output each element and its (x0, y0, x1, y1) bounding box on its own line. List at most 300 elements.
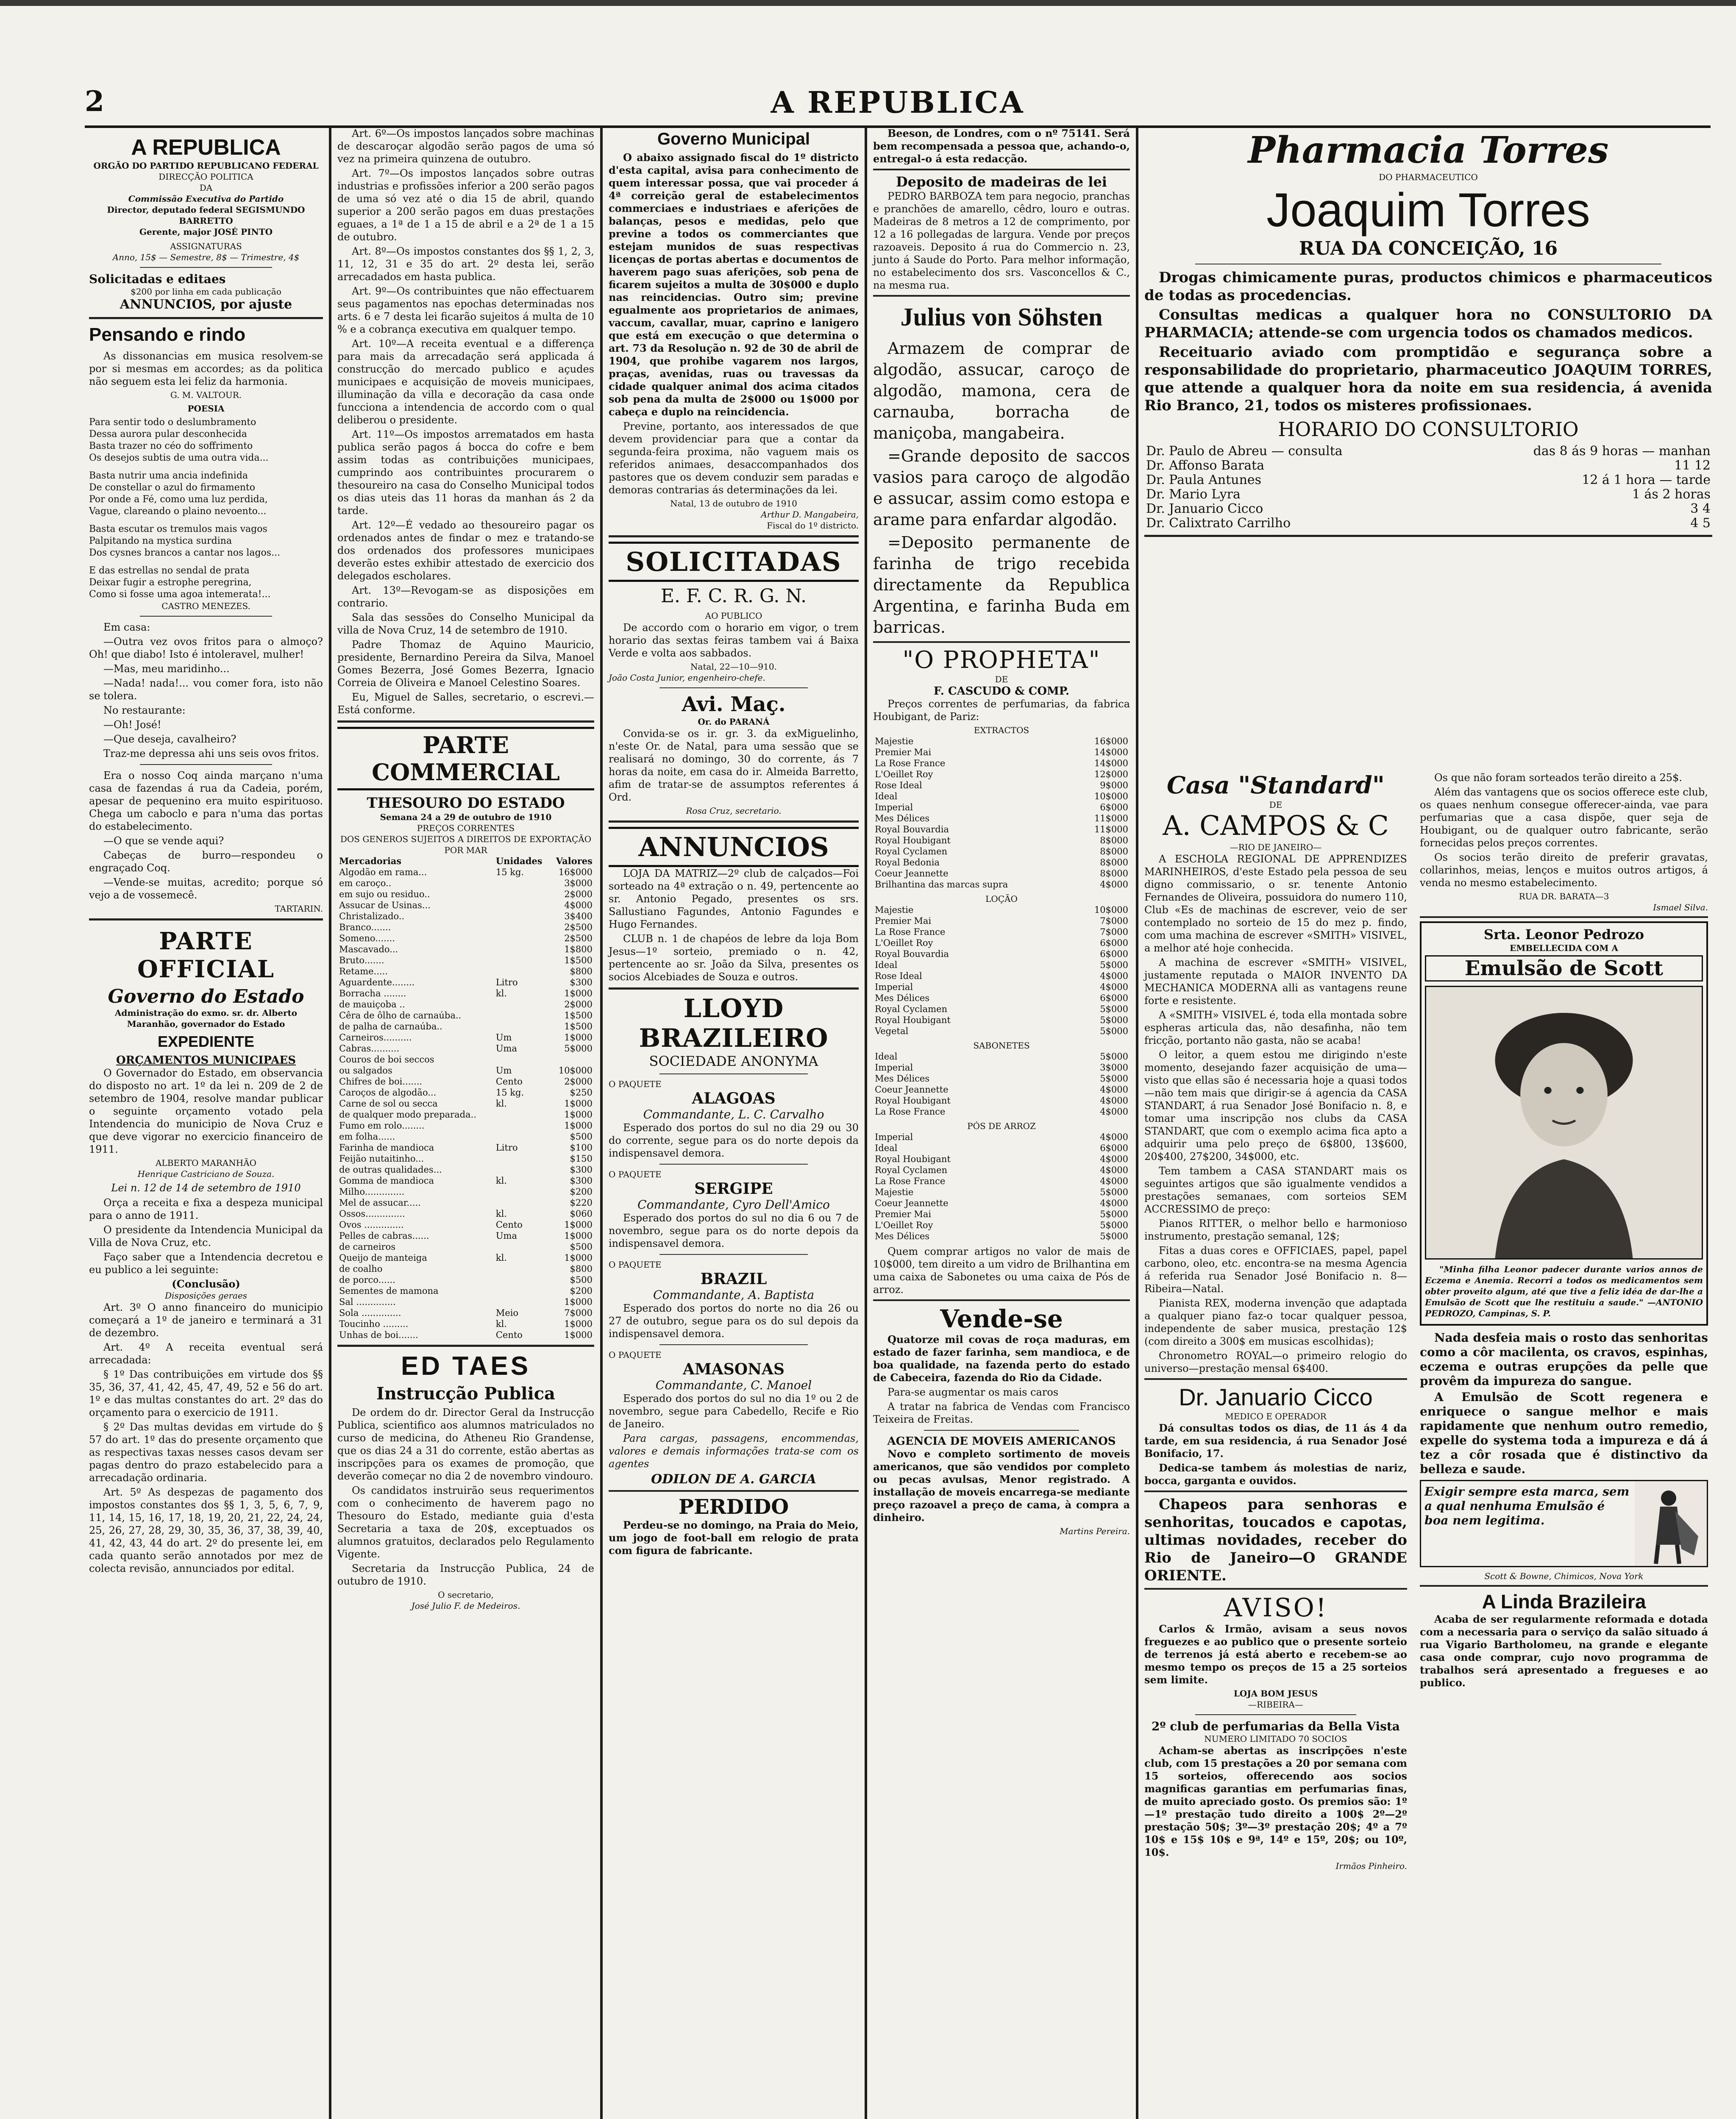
ship-commander: Commandante, L. C. Carvalho (643, 1107, 824, 1121)
doctor-row-cell: 12 á 1 hora — tarde (1582, 473, 1711, 487)
paragraph: O Governador do Estado, em observancia do disposto no art. 1º da lei n. 209 de 2 de setembro de 1904, resolve mandar publicar o seguinte orçamento votado pela Intendencia do municipio de Nova Cruz e que deve vigorar no exercicio financeiro de 1911. (89, 1067, 323, 1155)
dialogue-line: —Oh! José! (103, 719, 161, 731)
list-item-cell: Mes Délices (875, 813, 930, 823)
list-item-cell: 12$000 (1094, 769, 1128, 779)
masthead-line: Commissão Executiva do Partido (128, 194, 284, 204)
paragraph: Novo e completo sortimento de moveis americanos, que são vendidos por completo ou pecas avulsas, Menor registrado. A installação de moveis encarrega-se mediante preço razoavel a preço de cama, à compra a dinheiro. (873, 1448, 1130, 1524)
list-item-cell: La Rose France (875, 758, 946, 768)
list-item (873, 736, 1130, 747)
list-item (873, 747, 1130, 758)
doctor-row-cell: Dr. Mario Lyra (1146, 487, 1241, 502)
table-row (337, 1274, 594, 1285)
column-rule-4 (1136, 127, 1138, 2119)
table-row (337, 999, 594, 1010)
lloyd-title: LLOYD BRAZILEIRO (639, 994, 829, 1053)
table-row-cell: 1$000 (564, 1220, 593, 1230)
list-item (873, 1231, 1130, 1242)
signature: Arthur D. Mangabeira, (761, 509, 859, 520)
list-item (873, 993, 1130, 1004)
paragraph: Preços correntes de perfumarias, da fabrica Houbigant, de Pariz: (873, 698, 1130, 723)
perdido-title: PERDIDO (678, 1495, 789, 1519)
table-row-cell (494, 1054, 550, 1065)
paragraph: Para-se augmentar os mais caros (887, 1386, 1059, 1398)
table-row-cell (494, 1153, 550, 1164)
parana-heading: Or. do PARANÁ (698, 717, 770, 727)
paragraph: Esperado dos portos do sul no dia 29 ou 30 do corrente, segue para os do norte depois da indispensavel demora. (609, 1122, 859, 1159)
paragraph: Beeson, de Londres, com o nº 75141. Será bem recompensada a pessoa que, achando-o, entregal-o á esta redacção. (873, 127, 1130, 165)
table-row-cell: Queijo de manteiga (339, 1253, 427, 1263)
paquete-label: O PAQUETE (609, 1169, 662, 1179)
table-row-cell (494, 1197, 550, 1208)
table-row-cell (494, 966, 550, 977)
price-table-body (337, 867, 594, 1340)
efcrgn-heading: E. F. C. R. G. N. (660, 585, 807, 607)
list-item-cell: L'Oeillet Roy (875, 769, 933, 779)
paragraph: O abaixo assignado fiscal do 1º districto d'esta capital, avisa para conhecimento de quem interessar possa, que vai proceder á 4ª correição geral de estabelecimentos commerciaes e industriaes e aferições de balanças, pesos e medidas, pelo que previne a todos os commerciantes que estejam munidos de suas respectivas licenças de portas abertas e documentos de haverem pago suas aferições, sob pena de ficarem sujeitos a multa de 30$000 e duplo nas reincidencias. Outro sim; previne egualmente aos proprietarios de animaes, vaccum, cavallar, muar, caprino e lanigero que está em execução o que determina o art. 73 da Resolução n. 92 de 30 de abril de 1904, que prohibe vagarem nos largos, praças, avenidas, ruas ou travessas da cidade qualquer animal dos acima citados sob pena da multa de 2$000 ou 1$000 por cabeça e duplo na reincidencia. (609, 151, 859, 418)
paragraph: Receituario aviado com promptidão e segurança sobre a responsabilidade do proprietario, pharmaceutico JOAQUIM TORRES, que attende a qualquer hora da noite em sua residencia, á avenida Rio Branco, 21, todos os misteres profissionaes. (1144, 344, 1712, 414)
paragraph: Consultas medicas a qualquer hora no CONSULTORIO DA PHARMACIA; attende-se com urgencia todos os chamados medicos. (1144, 306, 1712, 341)
doctor-table (1144, 444, 1712, 531)
doctor-row-cell: Dr. Paulo de Abreu — consulta (1146, 444, 1343, 459)
fisherman-icon (1635, 1481, 1707, 1566)
list-item (873, 915, 1130, 926)
locao-table (873, 904, 1130, 1037)
table-row-cell: Borracha ........ (339, 988, 406, 998)
table-row (337, 900, 594, 911)
table-row-cell: de palha de carnaúba.. (339, 1021, 442, 1032)
paragraph: Chronometro ROYAL—o primeiro relogio do universo—prestação mensal 6$400. (1144, 1350, 1407, 1374)
list-item-cell: 4$000 (1100, 971, 1128, 981)
table-row-cell: $300 (570, 1176, 593, 1186)
signature: José Julio F. de Medeiros. (411, 1601, 520, 1611)
column-header: Unidades (495, 856, 542, 866)
table-row-cell: Ovos .............. (339, 1220, 404, 1230)
list-item-cell: 4$000 (1100, 982, 1128, 992)
article: § 1º Das contribuições em virtude dos §§ 35, 36, 37, 41, 42, 45, 47, 49, 52 e 56 do art. 1º e das multas constantes do art. 2º das do orçamento para o exercicio de 1911. (89, 1368, 323, 1418)
scott-quote: "Minha filha Leonor padecer durante varios annos de Eczema e Anemia. Recorri a todos os medicamentos sem obter proveito algum, até que tive a feliz idéa de dar-lhe a Emulsão de Scott que lhe restituiu a saude." —ANTONIO PEDROZO, Campinas, S. P. (1425, 1264, 1703, 1318)
table-row (337, 911, 594, 922)
scott-advert (1420, 921, 1708, 1326)
paragraph: Drogas chimicamente puras, productos chimicos e pharmaceuticos de todas as procedencias. (1144, 269, 1712, 304)
list-item-cell: 5$000 (1100, 1231, 1128, 1241)
pharmacy-address: RUA DA CONCEIÇÃO, 16 (1299, 238, 1558, 259)
doctor-row-cell: 1 ás 2 horas (1632, 487, 1711, 502)
doctor-row (1144, 444, 1712, 459)
list-item (873, 780, 1130, 791)
table-row-cell: $800 (570, 1264, 593, 1274)
list-item-cell: Royal Bouvardia (875, 824, 949, 834)
table-row-cell: Assucar de Usinas... (339, 900, 431, 910)
doctor-row-cell: 11 12 (1674, 458, 1711, 473)
table-row-cell: 2$500 (564, 922, 593, 932)
table-row (337, 867, 594, 878)
list-item-cell: Ideal (875, 791, 898, 801)
table-row (337, 1263, 594, 1274)
table-row-cell: 1$000 (564, 1110, 593, 1120)
ship-name: SERGIPE (694, 1180, 773, 1198)
table-row-cell: 1$800 (564, 944, 593, 954)
table-row-cell: 15 kg. (495, 1087, 524, 1098)
list-item-cell: 5$000 (1100, 1051, 1128, 1062)
instrucao-heading: Instrucção Publica (376, 1384, 555, 1404)
sabonetes-body (873, 1051, 1130, 1117)
table-row-cell: 5$000 (564, 1043, 593, 1054)
table-row-cell (494, 1285, 550, 1296)
doctor-table-body (1144, 444, 1712, 531)
list-item (873, 1015, 1130, 1026)
parte-commercial-title: PARTE COMMERCIAL (337, 727, 594, 790)
table-row (337, 977, 594, 988)
paragraph: Carlos & Irmão, avisam a seus novos freguezes e ao publico que o presente sorteio de terrenos já está aberto e recebem-se ao mesmo tempo os preços de 15 a 25 sorteios sem limite. (1144, 1623, 1407, 1686)
divider (337, 1345, 594, 1347)
dialogue-line: —Mas, meu maridinho... (103, 663, 230, 675)
pharmacia-title: Pharmacia Torres (1248, 129, 1609, 172)
signature: Henrique Castriciano de Souza. (137, 1169, 275, 1179)
list-item-cell: 4$000 (1100, 1176, 1128, 1186)
semana-line: Semana 24 a 29 de outubro de 1910 (380, 812, 552, 822)
paragraph: Além das vantagens que os socios offerece este club, os quaes nenhum consegue offerecer-ainda, vae para perfumarias que a casa dispõe, quer seja de Houbigant, ou de qualquer outro fabricante, serão fornecidas pelos preços correntes. (1420, 786, 1708, 849)
portrait-image (1425, 986, 1703, 1260)
article: Padre Thomaz de Aquino Mauricio, presidente, Bernardino Pereira da Silva, Manoel Gomes Bezerra, José Gomes Bezerra, Ignacio Correia de Oliveira e Manoel Celestino Soares. (337, 639, 594, 689)
list-item-cell: Imperial (875, 802, 913, 812)
table-row-cell (494, 1164, 550, 1175)
list-item-cell: La Rose France (875, 927, 946, 937)
signature: Fiscal do 1º districto. (767, 520, 859, 531)
table-row-cell: Mascavado... (339, 944, 398, 954)
paragraph: De ordem do dr. Director Geral da Instrucção Publica, scientifico aos alumnos matriculados no curso de medicina, do Atheneu Rio Grandense, que os dias 24 a 31 do corrente, estão abertas as inscripções para os exames de promoção, que deverão começar no dia 2 de novembro vindouro. (337, 1407, 594, 1482)
list-item-cell: 8$000 (1100, 846, 1128, 856)
list-item (873, 1073, 1130, 1084)
paragraph: LOJA DA MATRIZ—2º club de calçados—Foi sorteado na 4ª extração o n. 49, pertencente ao sr. Antonio Pegado, presentes os srs. Sallustiano Fagundes, Antonio Fagundes e Hugo Fernandes. (609, 868, 859, 930)
dialogue-line: Em casa: (103, 621, 150, 633)
table-row-cell: Aguardente........ (339, 977, 415, 987)
table-row (337, 1175, 594, 1186)
list-item (873, 1198, 1130, 1209)
list-item-cell: Ideal (875, 1051, 898, 1062)
paragraph: Pianos RITTER, o melhor bello e harmonioso instrumento, prestação semanal, 12$; (1144, 1218, 1407, 1242)
scott-firm: Scott & Bowne, Chimicos, Nova York (1484, 1571, 1644, 1581)
list-item (873, 857, 1130, 868)
table-row-cell (494, 889, 550, 900)
list-item-cell: La Rose France (875, 1107, 946, 1117)
table-row (337, 966, 594, 977)
table-row-cell: 1$000 (564, 1121, 593, 1131)
masthead-line: DIRECÇÃO POLITICA (159, 172, 253, 182)
cicco-title: Dr. Januario Cicco (1179, 1384, 1373, 1410)
paragraph: CLUB n. 1 de chapéos de lebre da loja Bom Jesus—1º sorteio, premiado o n. 42, pertencente ao sr. João da Silva, presentes os socios Alcebiades de Souza e outros. (609, 933, 859, 983)
list-item-cell: 5$000 (1100, 1209, 1128, 1219)
list-item-cell: Mes Délices (875, 1231, 930, 1241)
table-row-cell: Um (495, 1032, 512, 1043)
solicitadas-label: Solicitadas e editaes (89, 272, 226, 286)
table-row-cell: de coalho (339, 1264, 383, 1274)
paquete-label: O PAQUETE (609, 1350, 662, 1360)
table-row-cell: 2$000 (564, 1076, 593, 1087)
list-item (873, 1051, 1130, 1062)
table-row-cell (494, 1186, 550, 1197)
list-item-cell: Mes Délices (875, 993, 930, 1003)
table-row (337, 1208, 594, 1219)
conclusao-label: (Conclusão) (172, 1278, 240, 1290)
dialogue-line: —O que se vende aqui? (103, 835, 224, 847)
table-row-cell (494, 999, 550, 1010)
linda-title: A Linda Brazileira (1482, 1591, 1646, 1613)
paragraph: Era o nosso Coq ainda marçano n'uma casa de fazendas á rua da Cadeia, porém, apesar de pequenino era muito espirituoso. Chega um caboclo e para n'uma das portas do estabelecimento. (89, 770, 323, 832)
table-row-cell: Mel de assucar..... (339, 1198, 421, 1208)
divider (609, 1490, 859, 1492)
deposito-title: Deposito de madeiras de lei (896, 174, 1107, 190)
table-row-cell: 10$000 (558, 1065, 593, 1076)
paragraph: O presidente da Intendencia Municipal da Villa de Nova Cruz, etc. (89, 1224, 323, 1249)
list-item-cell: 6$000 (1100, 938, 1128, 948)
assinaturas-label: ASSIGNATURAS (170, 241, 242, 251)
table-row-cell: Milho.............. (339, 1187, 405, 1197)
table-row-cell: kl. (495, 1253, 507, 1263)
list-item-cell: 6$000 (1100, 802, 1128, 812)
table-row-cell: Someno....... (339, 933, 395, 943)
divider (140, 764, 272, 765)
table-row-cell: Christalizado.. (339, 911, 405, 921)
list-item-cell: 4$000 (1100, 1085, 1128, 1095)
list-heading: PÓS DE ARROZ (967, 1121, 1036, 1131)
table-row (337, 1197, 594, 1208)
article: Art. 4º A receita eventual será arrecadada: (89, 1341, 323, 1366)
masthead-title: A REPUBLICA (131, 135, 281, 160)
exigir-box (1420, 1480, 1708, 1567)
table-row-cell: Cento (495, 1076, 523, 1087)
column-rule-3 (865, 127, 867, 2119)
list-item-cell: Royal Cyclamen (875, 846, 948, 856)
divider (609, 987, 859, 990)
table-row-cell (494, 911, 550, 922)
table-row-cell: 1$500 (564, 955, 593, 965)
table-row (337, 1285, 594, 1296)
poem-line: Basta escutar os tremulos mais vagos (89, 524, 267, 534)
poem-line (89, 517, 323, 523)
signature: TARTARIN. (275, 904, 323, 914)
table-row-cell (494, 1131, 550, 1142)
list-item (873, 1187, 1130, 1198)
doctor-row (1144, 502, 1712, 516)
paragraph: Previne, portanto, aos interessados de que devem providenciar para que a contar da segunda-feira proxima, não vaguem mais os referidos animaes, desaccompanhados dos pastores que os devem conduzir sem paradas e demoras contrarias ás determinações da lei. (609, 420, 859, 496)
list-item-cell: Royal Bedonia (875, 857, 940, 868)
signature: O secretario, (438, 1590, 494, 1600)
publico-heading: AO PUBLICO (705, 611, 762, 621)
poem-line: Palpitando na mystica surdina (89, 536, 232, 546)
propheta-firm: F. CASCUDO & COMP. (933, 685, 1070, 698)
table-row-cell: Algodão em rama... (339, 867, 427, 877)
table-row (337, 1032, 594, 1043)
list-item (873, 1026, 1130, 1037)
table-row-cell (494, 933, 550, 944)
doctor-row-cell: 3 4 (1690, 501, 1711, 516)
paragraph: Acaba de ser regularmente reformada e dotada com a necessaria para o serviço da salão situado á rua Vigario Bartholomeu, na grande e elegante casa onde comprar, cujo novo programma de trabalhos será apresentado a fregueses e ao publico. (1420, 1613, 1708, 1689)
divider (1144, 1588, 1407, 1590)
table-row (337, 1318, 594, 1329)
list-item-cell: Royal Houbigant (875, 835, 951, 845)
table-row-cell: $220 (570, 1198, 593, 1208)
table-row-cell: Sola .............. (339, 1308, 401, 1318)
paragraph: Os socios terão direito de preferir gravatas, collarinhos, meias, lenços e muitos outros artigos, á venda no mesmo estabelecimento. (1420, 851, 1708, 889)
list-item (873, 1084, 1130, 1095)
table-row-cell: Litro (495, 1143, 518, 1153)
divider (1420, 1585, 1708, 1587)
doctor-row (1144, 516, 1712, 531)
table-row-cell: 15 kg. (495, 867, 524, 877)
list-item-cell: 14$000 (1094, 747, 1128, 757)
column-1 (85, 127, 327, 2119)
paragraph: Nada desfeia mais o rosto das senhoritas como a côr macilenta, os cravos, espinhas, eczema e outras erupções da pelle que provêm da impureza do sangue. (1420, 1331, 1708, 1388)
list-item-cell: Royal Houbigant (875, 1015, 951, 1025)
table-row-cell: Chifres de boi....... (339, 1076, 423, 1087)
table-row-cell: $060 (570, 1209, 593, 1219)
list-item (873, 926, 1130, 937)
table-row (337, 1120, 594, 1131)
table-row-cell: Retame..... (339, 966, 388, 976)
lei-heading: Lei n. 12 de 14 de setembro de 1910 (111, 1182, 301, 1194)
list-item (873, 846, 1130, 857)
divider (659, 1164, 808, 1165)
table-row (337, 922, 594, 933)
list-item (873, 758, 1130, 769)
exigir-text: Exigir sempre esta marca, sem a qual nenhuma Emulsão é boa nem legitima. (1424, 1485, 1630, 1527)
list-item (873, 1143, 1130, 1154)
list-item-cell: L'Oeillet Roy (875, 938, 933, 948)
signature: Ismael Silva. (1653, 902, 1708, 912)
table-row-cell (494, 878, 550, 889)
standard-firm: A. CAMPOS & C (1163, 810, 1389, 842)
list-item (873, 1062, 1130, 1073)
editaes-title: ED TAES (401, 1351, 531, 1381)
poem-line: De constellar o azul do firmamento (89, 482, 256, 493)
list-item-cell: 6$000 (1100, 949, 1128, 959)
doctor-row (1144, 473, 1712, 487)
sociedade-line: SOCIEDADE ANONYMA (649, 1053, 818, 1069)
paragraph: Esperado dos portos do sul no dia 1º ou 2 de novembro, segue para Cabedello, Recife e Rio de Janeiro. (609, 1393, 859, 1430)
table-row-cell: kl. (495, 1319, 507, 1329)
list-item-cell: 10$000 (1094, 791, 1128, 801)
list-item-cell: Royal Houbigant (875, 1154, 951, 1164)
list-item-cell: 5$000 (1100, 1026, 1128, 1036)
cicco-sub: MEDICO E OPERADOR (1225, 1411, 1327, 1421)
table-row (337, 1230, 594, 1241)
list-item-cell: Rose Ideal (875, 971, 922, 981)
gov-municipal-title: Governo Municipal (657, 130, 810, 148)
masthead-line: ORGÃO DO PARTIDO REPUBLICANO FEDERAL (93, 161, 319, 171)
ship-commander: Commandante, C. Manoel (655, 1378, 812, 1392)
paragraph: A ESCHOLA REGIONAL DE APPRENDIZES MARINHEIROS, d'este Estado pela pessoa de seu digno commissario, o sr. tenente Antonio Fernandes de Oliveira, possuidora do numero 110, Club «Es de machinas de escrever, veio de ser contemplado no sorteio de 15 do mez p. findo, com uma machina de escrever «SMITH» VISIVEL, a melhor até hoje conhecida. (1144, 853, 1407, 954)
divider (337, 720, 594, 723)
list-item-cell: 5$000 (1100, 960, 1128, 970)
table-row-cell (494, 944, 550, 955)
table-row-cell (494, 1120, 550, 1131)
table-row-cell: Ossos.............. (339, 1209, 405, 1219)
table-row (337, 1164, 594, 1175)
column-header: Mercadorias (339, 856, 402, 866)
table-row (337, 933, 594, 944)
paragraph: A machina de escrever «SMITH» VISIVEL, justamente reputada o MAIOR INVENTO DA MECHANICA MODERNA alli as vantagens reune forte e resistente. (1144, 957, 1407, 1007)
list-item-cell: Premier Mai (875, 916, 932, 926)
paragraph: Dá consultas todos os dias, de 11 ás 4 da tarde, em sua residencia, á rua Senador José Bonifacio, 17. (1144, 1422, 1407, 1460)
poem-line: Deixar fugir a estrophe peregrina, (89, 577, 252, 588)
divider (609, 820, 859, 823)
divider (873, 169, 1130, 170)
table-row (337, 1252, 594, 1263)
masthead-line: Gerente, major JOSÉ PINTO (139, 227, 273, 237)
list-item (873, 904, 1130, 915)
divider (659, 1344, 808, 1345)
divider (89, 918, 323, 920)
table-row-cell (494, 1241, 550, 1252)
list-item-cell: 7$000 (1100, 927, 1128, 937)
paragraph: Para cargas, passagens, encommendas, valores e demais informações trata-se com os agentes (609, 1432, 859, 1470)
list-item (873, 868, 1130, 879)
doctor-row-cell: Dr. Januario Cicco (1146, 501, 1263, 516)
poem-line (89, 559, 323, 565)
table-row (337, 889, 594, 900)
doctor-row (1144, 459, 1712, 473)
table-row-cell (494, 955, 550, 966)
masthead-line: Director, deputado federal SEGISMUNDO BARRETTO (107, 205, 305, 226)
table-row (337, 1010, 594, 1021)
list-item-cell: Coeur Jeannette (875, 868, 949, 879)
poem-line: Basta nutrir uma ancia indefinida (89, 470, 248, 481)
agentes-name: ODILON DE A. GARCIA (651, 1472, 816, 1487)
list-item-cell: 8$000 (1100, 857, 1128, 868)
paquete-label: O PAQUETE (609, 1079, 662, 1089)
ship-name: AMASONAS (683, 1360, 785, 1378)
standard-column (1140, 771, 1411, 2119)
po-arroz-table (873, 1132, 1130, 1242)
dialogue-line: Traz-me depressa ahi uns seis ovos fritos. (103, 748, 319, 759)
paragraph: Faço saber que a Intendencia decretou e eu publico a lei seguinte: (89, 1251, 323, 1276)
list-item-cell: 6$000 (1100, 1143, 1128, 1153)
horario-heading: HORARIO DO CONSULTORIO (1278, 418, 1579, 441)
paragraph: =Grande deposito de saccos vasios para caroço de algodão e assucar, assim como estopa e arame para enfardar algodão. (873, 447, 1130, 529)
scott-brand: Emulsão de Scott (1425, 955, 1703, 982)
de-label: DE (995, 674, 1008, 684)
paragraph: Esperado dos portos do sul no dia 6 ou 7 de novembro, segue para os do norte depois da indispensavel demora. (609, 1212, 859, 1249)
paragraph: Esperado dos portos do norte no dia 26 ou 27 de outubro, segue para os do sul depois da indispensavel demora. (609, 1302, 859, 1340)
table-row-cell: 1$000 (564, 988, 593, 998)
dialogue-line: —Outra vez ovos fritos para o almoço? Oh! que diabo! Isto é intoleravel, mulher! (89, 636, 323, 660)
table-row-cell: 1$000 (564, 1319, 593, 1329)
expediente-heading: EXPEDIENTE (157, 1033, 255, 1050)
newspaper-title: A REPUBLICA (771, 85, 1025, 120)
avi-heading: Avi. Maç. (682, 692, 786, 716)
generos-line: DOS GENEROS SUJEITOS A DIREITOS DE EXPORTAÇÃO POR MAR (340, 834, 592, 855)
table-row-cell: Uma (495, 1231, 517, 1241)
table-row (337, 1098, 594, 1109)
scott-embellecida: EMBELLECIDA COM A (1510, 943, 1618, 953)
table-row-cell (494, 900, 550, 911)
paragraph: =Deposito permanente de farinha de trigo recebida directamente da Republica Argentina, e farinha Buda em barricas. (873, 533, 1130, 637)
top-edge (0, 0, 1736, 6)
table-row-cell: 1$500 (564, 1021, 593, 1032)
table-row (337, 1043, 594, 1054)
article: Eu, Miguel de Salles, secretario, o escrevi.—Está conforme. (337, 691, 594, 716)
list-item (873, 791, 1130, 802)
paragraph: Tem tambem a CASA STANDART mais os seguintes artigos que são igualmente vendidos a prestações semanaes, com sorteios SEM ACCRESSIMO de preço: (1144, 1165, 1407, 1215)
propheta-title: "O PROPHETA" (902, 646, 1101, 674)
poem-line: Por onde a Fé, como uma luz perdida, (89, 494, 268, 505)
table-row-cell: 1$000 (564, 1098, 593, 1109)
table-row-cell: Cento (495, 1220, 523, 1230)
article: Art. 9º—Os contribuintes que não effectuarem seus pagamentos nas epochas determinadas nos arts. 6 e 7 desta lei ficarão sujeitos á multa de 10 % e a cobrança executiva em qualquer tempo. (337, 285, 594, 335)
list-item-cell: 4$000 (1100, 1198, 1128, 1208)
julius-title: Julius von Söhsten (900, 303, 1103, 331)
divider (924, 1430, 1079, 1431)
